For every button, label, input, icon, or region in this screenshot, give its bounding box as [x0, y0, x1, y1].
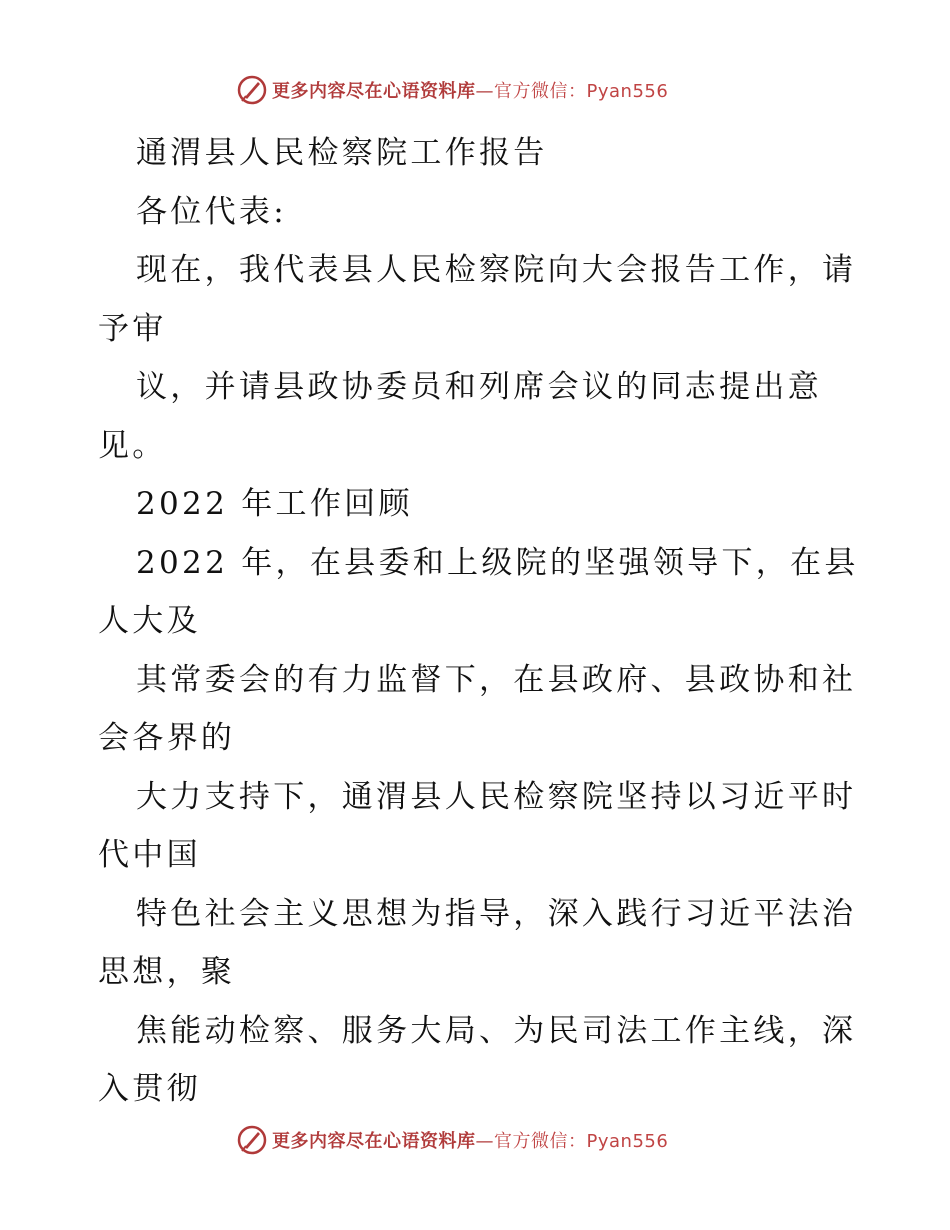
text-line: 思想，聚 [98, 954, 236, 990]
watermark-wechat: 官方微信：Pyan556 [494, 81, 669, 102]
text-line: 焦能动检察、服务大局、为民司法工作主线，深 [136, 1012, 857, 1049]
text-line: 会各界的 [98, 720, 236, 756]
text-line: 现在，我代表县人民检察院向大会报告工作，请 [136, 252, 857, 288]
text-line: 2022 年，在县委和上级院的坚强领导下，在县 [136, 544, 859, 581]
text-line: 予审 [98, 310, 167, 347]
text-line: 入贯彻 [98, 1071, 201, 1107]
text-line: 特色社会主义思想为指导，深入践行习近平法治 [136, 895, 857, 932]
watermark-brand: 更多内容尽在心语资料库 [272, 81, 476, 102]
watermark-separator: — [475, 1131, 494, 1152]
quill-logo-icon [236, 1124, 268, 1156]
quill-logo-icon [236, 74, 268, 106]
text-line: 见。 [98, 427, 167, 464]
text-line: 议，并请县政协委员和列席会议的同志提出意 [136, 369, 822, 405]
salutation: 各位代表: [136, 193, 287, 230]
watermark-text [272, 77, 668, 103]
watermark-wechat: 官方微信：Pyan556 [494, 1131, 669, 1152]
text-line: 人大及 [98, 603, 201, 639]
watermark-text [272, 1127, 668, 1153]
document-body [98, 124, 858, 1119]
footer-watermark [236, 1124, 668, 1156]
document-title: 通渭县人民检察院工作报告 [136, 135, 548, 171]
text-line: 大力支持下，通渭县人民检察院坚持以习近平时 [136, 778, 857, 815]
text-line: 代中国 [98, 837, 201, 873]
section-heading: 2022 年工作回顾 [136, 486, 413, 522]
header-watermark [236, 74, 668, 106]
watermark-brand: 更多内容尽在心语资料库 [272, 1131, 476, 1152]
watermark-separator: — [475, 81, 494, 102]
text-line: 其常委会的有力监督下，在县政府、县政协和社 [136, 661, 857, 698]
